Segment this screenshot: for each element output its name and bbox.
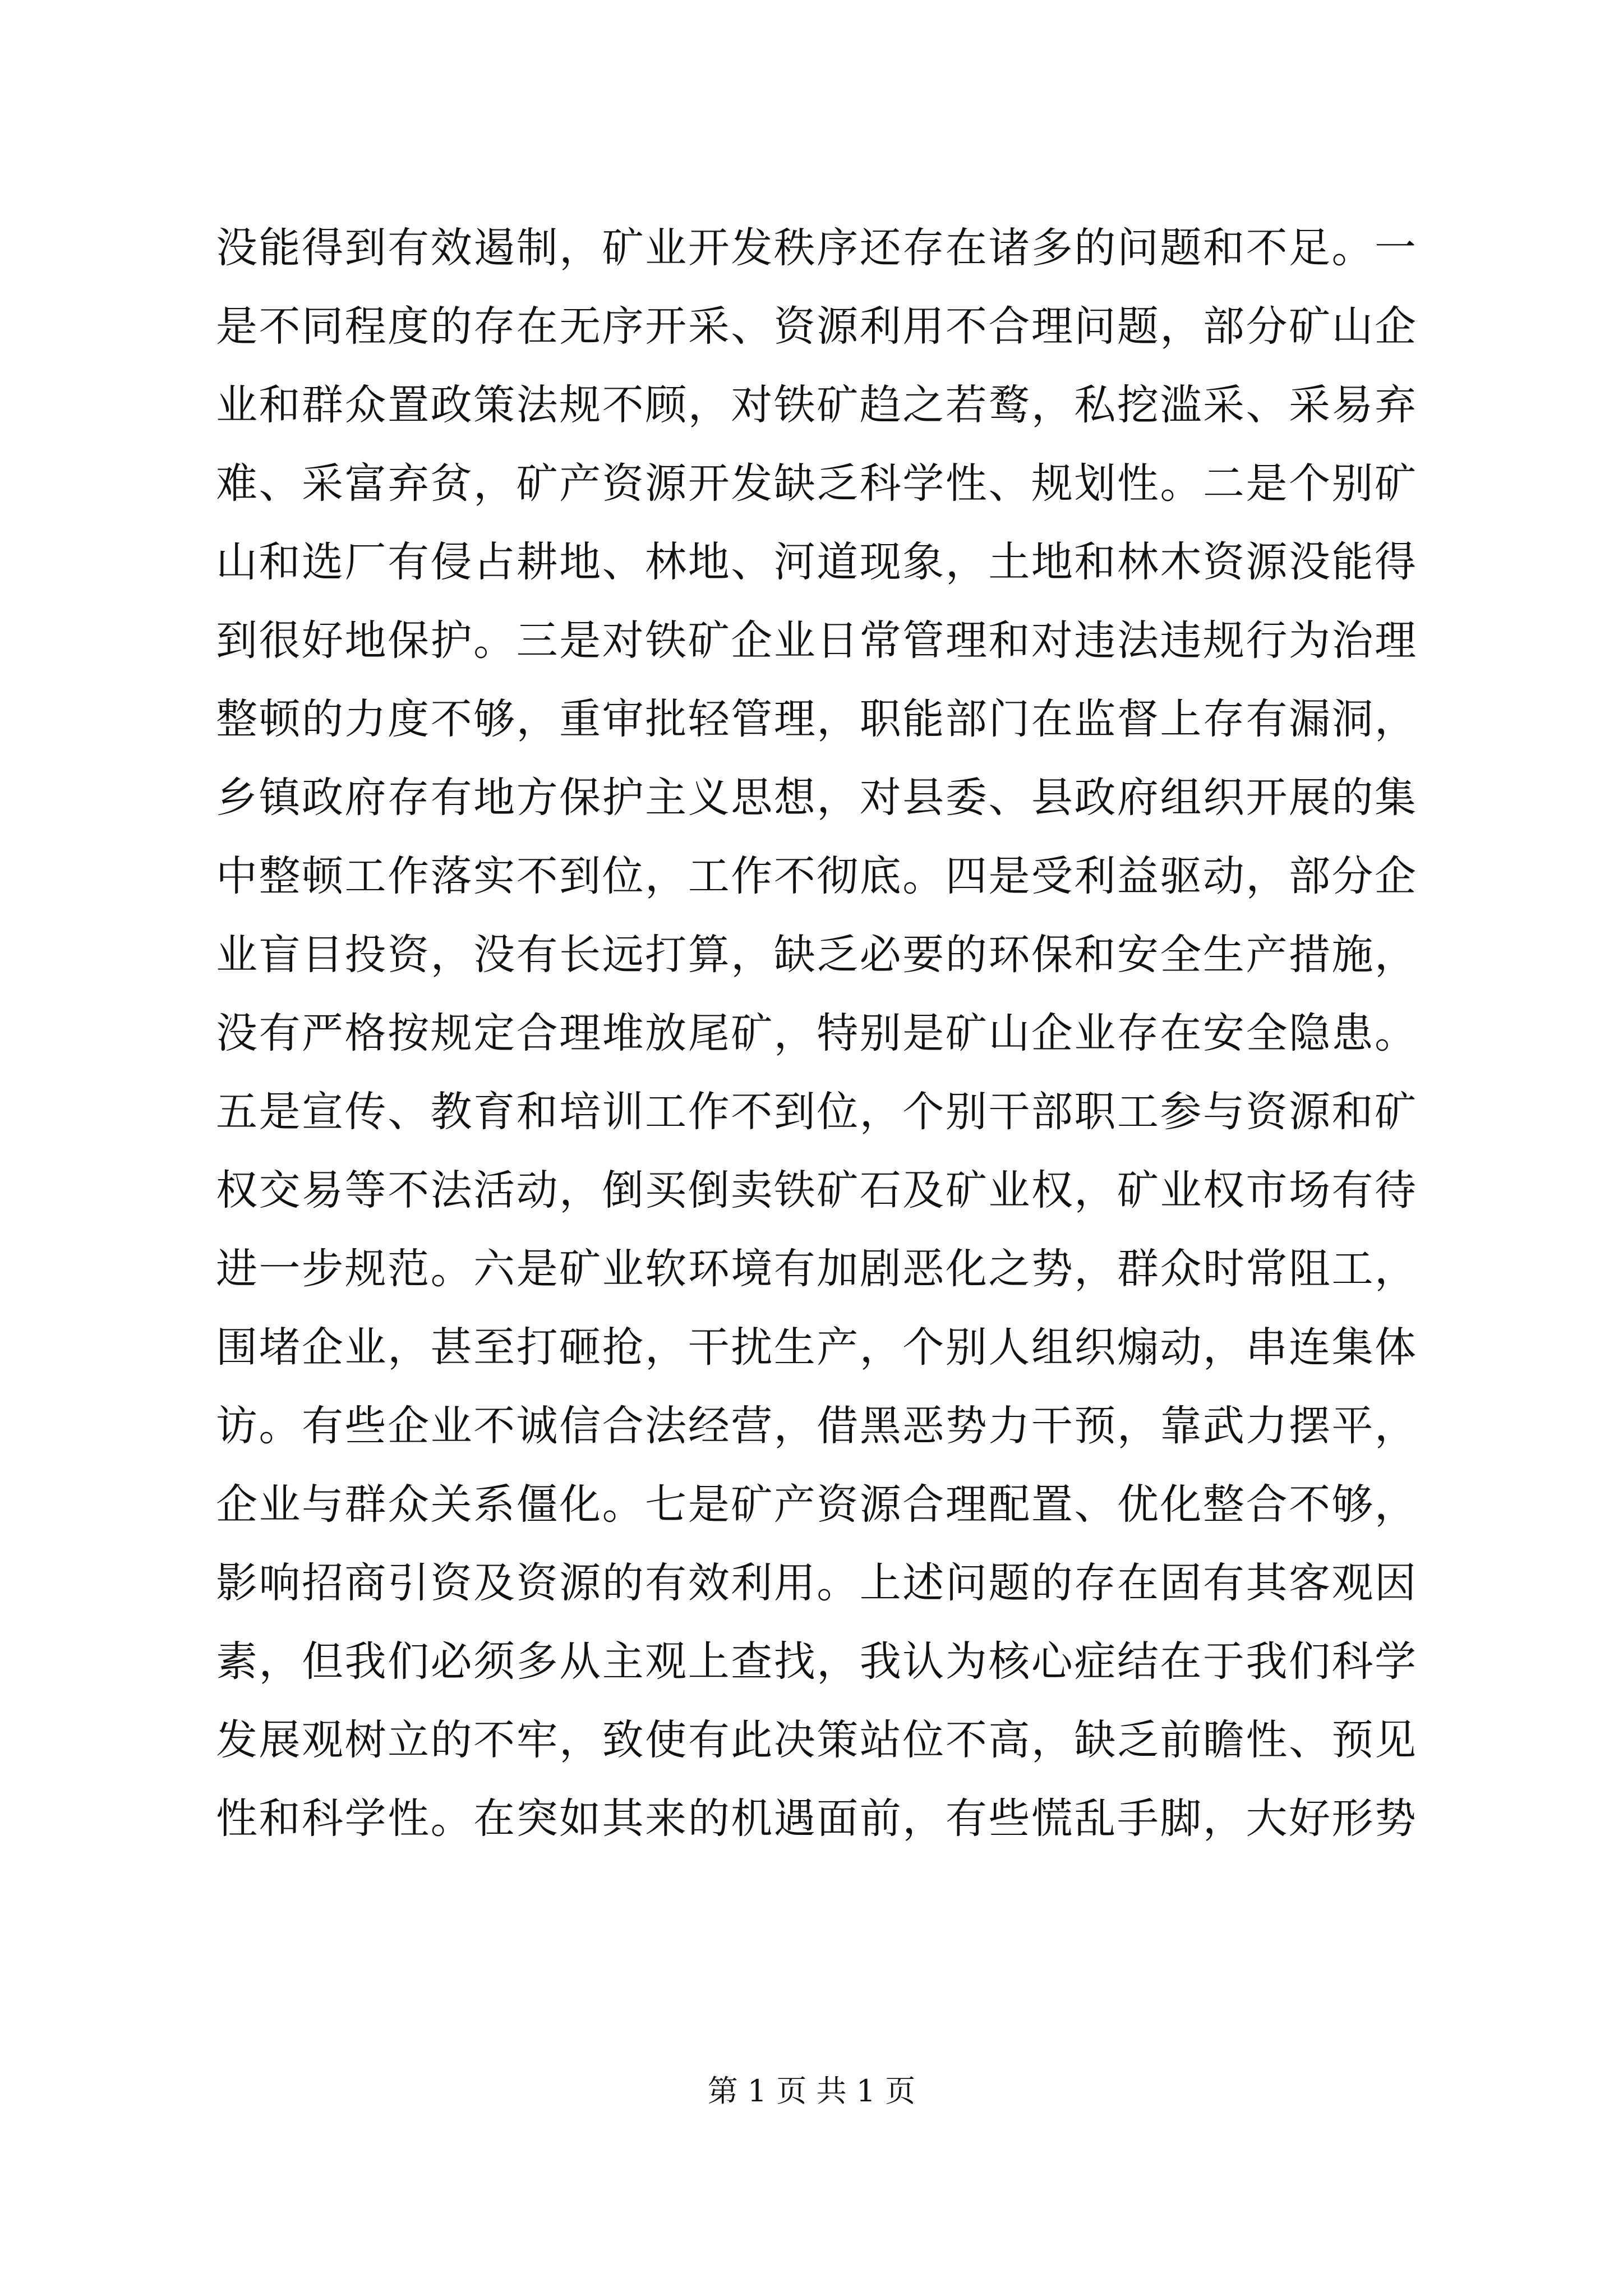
text-line: 影响招商引资及资源的有效利用。上述问题的存在固有其客观因 [216,1559,1416,1607]
text-line: 是不同程度的存在无序开采、资源利用不合理问题，部分矿山企 [216,302,1416,351]
text-line: 素，但我们必须多从主观上查找，我认为核心症结在于我们科学 [216,1637,1416,1686]
text-line: 整顿的力度不够，重审批轻管理，职能部门在监督上存有漏洞， [216,695,1416,743]
text-line: 发展观树立的不牢，致使有此决策站位不高，缺乏前瞻性、预见 [216,1716,1416,1764]
text-line: 访。有些企业不诚信合法经营，借黑恶势力干预，靠武力摆平， [216,1402,1416,1450]
text-line: 没能得到有效遏制，矿业开发秩序还存在诸多的问题和不足。一 [216,224,1416,272]
page-footer: 第 1 页 共 1 页 [707,2073,916,2109]
text-line: 权交易等不法活动，倒买倒卖铁矿石及矿业权，矿业权市场有待 [216,1166,1416,1214]
body-paragraph [216,209,1416,1858]
text-line: 业盲目投资，没有长远打算，缺乏必要的环保和安全生产措施， [216,931,1416,979]
text-line: 进一步规范。六是矿业软环境有加剧恶化之势，群众时常阻工， [216,1245,1416,1293]
text-line: 中整顿工作落实不到位，工作不彻底。四是受利益驱动，部分企 [216,852,1416,900]
text-line: 乡镇政府存有地方保护主义思想，对县委、县政府组织开展的集 [216,774,1416,822]
text-line: 没有严格按规定合理堆放尾矿，特别是矿山企业存在安全隐患。 [216,1009,1416,1057]
text-line: 到很好地保护。三是对铁矿企业日常管理和对违法违规行为治理 [216,616,1416,665]
text-line: 企业与群众关系僵化。七是矿产资源合理配置、优化整合不够， [216,1480,1416,1529]
text-line: 围堵企业，甚至打砸抢，干扰生产，个别人组织煽动，串连集体 [216,1323,1416,1372]
text-line: 难、采富弃贫，矿产资源开发缺乏科学性、规划性。二是个别矿 [216,459,1416,508]
text-line: 山和选厂有侵占耕地、林地、河道现象，土地和林木资源没能得 [216,538,1416,586]
text-line: 业和群众置政策法规不顾，对铁矿趋之若鹜，私挖滥采、采易弃 [216,381,1416,429]
text-line: 五是宣传、教育和培训工作不到位，个别干部职工参与资源和矿 [216,1088,1416,1136]
text-line: 性和科学性。在突如其来的机遇面前，有些慌乱手脚，大好形势 [216,1795,1416,1843]
